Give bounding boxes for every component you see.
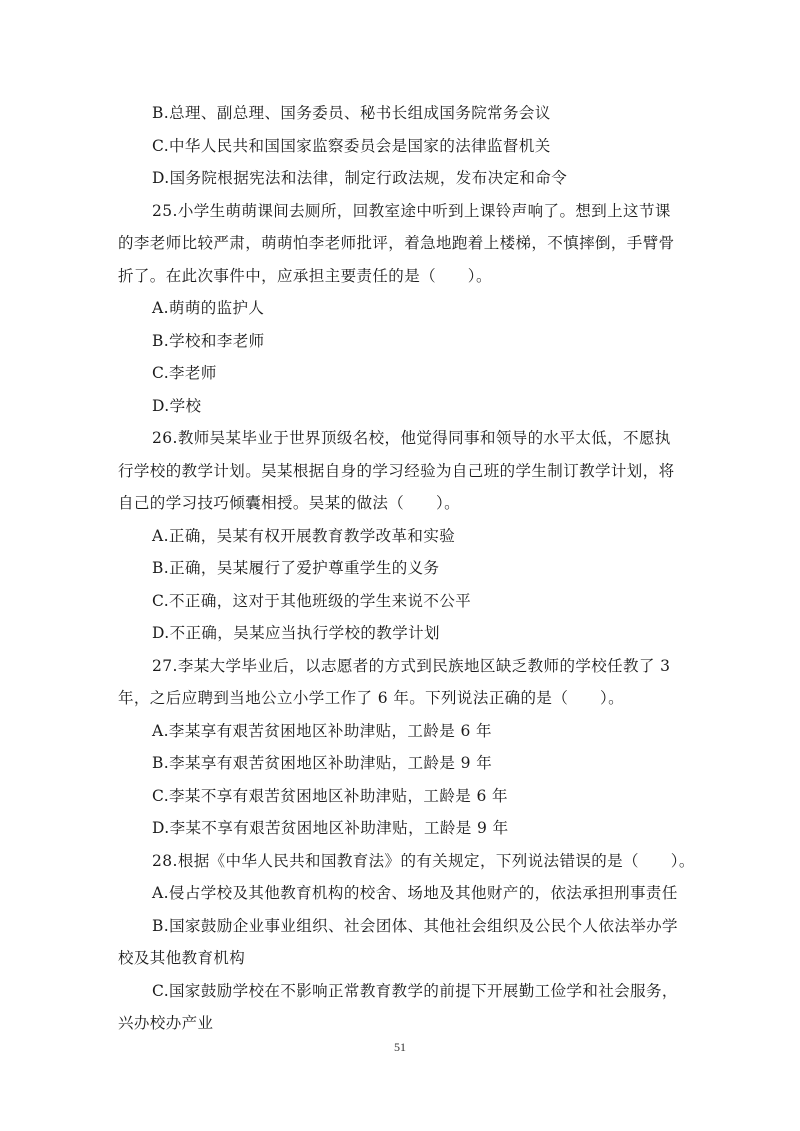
question-28-option-b: 校及其他教育机构: [118, 949, 246, 967]
question-28-option-c: 兴办校办产业: [118, 1014, 214, 1032]
question-27-option-b: B.李某享有艰苦贫困地区补助津贴，工龄是 9 年: [152, 754, 493, 772]
question-26-option-b: B.正确，吴某履行了爱护尊重学生的义务: [152, 559, 440, 577]
option-line: D.国务院根据宪法和法律，制定行政法规，发布决定和命令: [152, 169, 568, 187]
question-25-option-d: D.学校: [152, 396, 202, 415]
question-28-option-c: C.国家鼓励学校在不影响正常教育教学的前提下开展勤工俭学和社会服务，: [152, 981, 678, 1000]
page-content: [118, 97, 695, 1040]
question-26-stem: 26.教师吴某毕业于世界顶级名校，他觉得同事和领导的水平太低，不愿执: [152, 429, 671, 447]
question-27-option-d: D.李某不享有艰苦贫困地区补助津贴，工龄是 9 年: [152, 819, 509, 837]
question-25-option-a: A.萌萌的监护人: [152, 299, 265, 317]
question-25-option-b: B.学校和李老师: [152, 331, 265, 350]
question-26-stem: 行学校的教学计划。吴某根据自身的学习经验为自己班的学生制订教学计划，将: [118, 461, 675, 480]
question-28-stem: 28.根据《中华人民共和国教育法》的有关规定，下列说法错误的是（ ）。: [152, 851, 695, 870]
question-27-option-c: C.李某不享有艰苦贫困地区补助津贴，工龄是 6 年: [152, 786, 508, 805]
question-26-option-d: D.不正确，吴某应当执行学校的教学计划: [152, 624, 440, 642]
question-27-stem: 27.李某大学毕业后，以志愿者的方式到民族地区缺乏教师的学校任教了 3: [152, 656, 671, 675]
question-25-stem: 25.小学生萌萌课间去厕所，回教室途中听到上课铃声响了。想到上这节课: [152, 201, 671, 220]
option-line: B.总理、副总理、国务委员、秘书长组成国务院常务会议: [152, 104, 551, 122]
question-27-stem: 年，之后应聘到当地公立小学工作了 6 年。下列说法正确的是（ ）。: [118, 689, 625, 707]
question-28-option-b: B.国家鼓励企业事业组织、社会团体、其他社会组织及公民个人依法举办学: [152, 916, 678, 935]
question-28-option-a: A.侵占学校及其他教育机构的校舍、场地及其他财产的，依法承担刑事责任: [152, 884, 678, 902]
question-26-option-c: C.不正确，这对于其他班级的学生来说不公平: [152, 591, 472, 610]
page-number: 51: [394, 1040, 406, 1054]
question-26-stem: 自己的学习技巧倾囊相授。吴某的做法（ ）。: [118, 494, 461, 512]
question-25-stem: 的李老师比较严肃，萌萌怕李老师批评，着急地跑着上楼梯，不慎摔倒，手臂骨: [118, 234, 675, 252]
question-27-option-a: A.李某享有艰苦贫困地区补助津贴，工龄是 6 年: [152, 721, 492, 740]
question-25-option-c: C.李老师: [152, 364, 217, 382]
question-26-option-a: A.正确，吴某有权开展教育教学改革和实验: [152, 526, 456, 545]
option-line: C.中华人民共和国国家监察委员会是国家的法律监督机关: [152, 136, 551, 155]
question-25-stem: 折了。在此次事件中，应承担主要责任的是（ ）。: [118, 266, 492, 285]
